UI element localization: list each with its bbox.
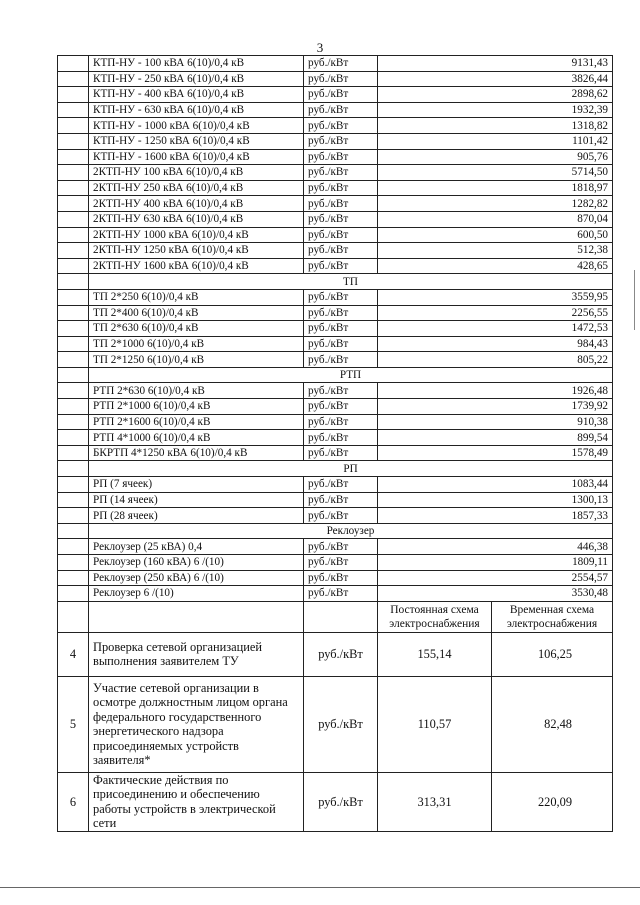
row-number-cell — [58, 352, 89, 368]
table-row — [58, 71, 613, 87]
scan-edge-mark — [634, 270, 635, 330]
item-name: КТП-НУ - 400 кВА 6(10)/0,4 кВ — [89, 87, 304, 103]
item-name: КТП-НУ - 1000 кВА 6(10)/0,4 кВ — [89, 118, 304, 134]
row-number-cell — [58, 383, 89, 399]
row-number-cell — [58, 71, 89, 87]
table-row — [58, 227, 613, 243]
table-row — [58, 258, 613, 274]
scan-edge-line — [0, 887, 640, 888]
item-name: ТП 2*1250 6(10)/0,4 кВ — [89, 352, 304, 368]
table-row — [58, 149, 613, 165]
row-number-cell — [58, 211, 89, 227]
row-number-cell — [58, 180, 89, 196]
unit-cell: руб./кВт — [304, 772, 378, 831]
row-number-cell — [58, 102, 89, 118]
unit-cell: руб./кВт — [304, 87, 378, 103]
row-number-cell — [58, 118, 89, 134]
column-header-row — [58, 601, 613, 632]
item-name: БКРТП 4*1250 кВА 6(10)/0,4 кВ — [89, 445, 304, 461]
price-value: 446,38 — [378, 539, 613, 555]
section-title: РТП — [89, 367, 613, 383]
row-number-cell — [58, 430, 89, 446]
item-name: Реклоузер 6 /(10) — [89, 586, 304, 602]
page-number: 3 — [316, 40, 324, 55]
row-number-cell — [58, 165, 89, 181]
section-row — [58, 523, 613, 539]
price-value: 5714,50 — [378, 165, 613, 181]
empty-cell — [58, 601, 89, 632]
table-row — [58, 56, 613, 72]
unit-cell: руб./кВт — [304, 508, 378, 524]
unit-cell: руб./кВт — [304, 477, 378, 493]
table-row — [58, 508, 613, 524]
item-name: 2КТП-НУ 100 кВА 6(10)/0,4 кВ — [89, 165, 304, 181]
item-name: 2КТП-НУ 630 кВА 6(10)/0,4 кВ — [89, 211, 304, 227]
item-name: 2КТП-НУ 1250 кВА 6(10)/0,4 кВ — [89, 243, 304, 259]
price-value: 1101,42 — [378, 133, 613, 149]
price-value: 1932,39 — [378, 102, 613, 118]
price-value: 984,43 — [378, 336, 613, 352]
table-row — [58, 243, 613, 259]
row-number-cell — [58, 321, 89, 337]
unit-cell: руб./кВт — [304, 336, 378, 352]
tariff-table — [57, 55, 613, 832]
row-number-cell — [58, 274, 89, 290]
item-name: РП (7 ячеек) — [89, 477, 304, 493]
item-name: Реклоузер (160 кВА) 6 /(10) — [89, 555, 304, 571]
table-row — [58, 102, 613, 118]
item-name: 2КТП-НУ 400 кВА 6(10)/0,4 кВ — [89, 196, 304, 212]
item-name: КТП-НУ - 1250 кВА 6(10)/0,4 кВ — [89, 133, 304, 149]
price-value: 1578,49 — [378, 445, 613, 461]
section-title: РП — [89, 461, 613, 477]
unit-cell: руб./кВт — [304, 445, 378, 461]
permanent-value: 155,14 — [378, 632, 492, 676]
row-number-cell — [58, 414, 89, 430]
price-value: 1818,97 — [378, 180, 613, 196]
service-row — [58, 632, 613, 676]
table-row — [58, 352, 613, 368]
table-row — [58, 383, 613, 399]
price-value: 9131,43 — [378, 56, 613, 72]
item-name: РТП 2*630 6(10)/0,4 кВ — [89, 383, 304, 399]
price-value: 870,04 — [378, 211, 613, 227]
section-title: Реклоузер — [89, 523, 613, 539]
price-value: 899,54 — [378, 430, 613, 446]
table-row — [58, 118, 613, 134]
table-row — [58, 477, 613, 493]
row-number-cell — [58, 56, 89, 72]
item-name: ТП 2*250 6(10)/0,4 кВ — [89, 289, 304, 305]
empty-cell — [304, 601, 378, 632]
price-value: 905,76 — [378, 149, 613, 165]
unit-cell: руб./кВт — [304, 492, 378, 508]
row-number: 6 — [58, 772, 89, 831]
table-row — [58, 555, 613, 571]
empty-cell — [89, 601, 304, 632]
price-value: 1300,13 — [378, 492, 613, 508]
row-number: 4 — [58, 632, 89, 676]
row-number-cell — [58, 305, 89, 321]
unit-cell: руб./кВт — [304, 71, 378, 87]
section-title: ТП — [89, 274, 613, 290]
item-name: ТП 2*400 6(10)/0,4 кВ — [89, 305, 304, 321]
section-row — [58, 461, 613, 477]
item-name: РП (14 ячеек) — [89, 492, 304, 508]
temporary-value: 220,09 — [492, 772, 613, 831]
row-number-cell — [58, 133, 89, 149]
table-row — [58, 414, 613, 430]
header-temporary: Временная схема электроснабжения — [492, 601, 613, 632]
table-row — [58, 586, 613, 602]
unit-cell: руб./кВт — [304, 289, 378, 305]
unit-cell: руб./кВт — [304, 165, 378, 181]
price-value: 1083,44 — [378, 477, 613, 493]
item-name: РП (28 ячеек) — [89, 508, 304, 524]
unit-cell: руб./кВт — [304, 258, 378, 274]
row-number-cell — [58, 367, 89, 383]
row-number-cell — [58, 87, 89, 103]
item-name: КТП-НУ - 630 кВА 6(10)/0,4 кВ — [89, 102, 304, 118]
unit-cell: руб./кВт — [304, 118, 378, 134]
price-value: 3826,44 — [378, 71, 613, 87]
row-number-cell — [58, 477, 89, 493]
unit-cell: руб./кВт — [304, 539, 378, 555]
price-value: 1282,82 — [378, 196, 613, 212]
row-number-cell — [58, 243, 89, 259]
row-number-cell — [58, 523, 89, 539]
unit-cell: руб./кВт — [304, 133, 378, 149]
item-name: ТП 2*630 6(10)/0,4 кВ — [89, 321, 304, 337]
price-value: 805,22 — [378, 352, 613, 368]
price-value: 1472,53 — [378, 321, 613, 337]
row-number-cell — [58, 555, 89, 571]
row-number-cell — [58, 289, 89, 305]
table-row — [58, 399, 613, 415]
unit-cell: руб./кВт — [304, 56, 378, 72]
item-name: 2КТП-НУ 1000 кВА 6(10)/0,4 кВ — [89, 227, 304, 243]
table-row — [58, 211, 613, 227]
row-number-cell — [58, 258, 89, 274]
unit-cell: руб./кВт — [304, 586, 378, 602]
section-row — [58, 367, 613, 383]
unit-cell: руб./кВт — [304, 196, 378, 212]
row-number-cell — [58, 492, 89, 508]
unit-cell: руб./кВт — [304, 414, 378, 430]
unit-cell: руб./кВт — [304, 632, 378, 676]
price-value: 2256,55 — [378, 305, 613, 321]
price-value: 1318,82 — [378, 118, 613, 134]
item-name: Реклоузер (25 кВА) 0,4 — [89, 539, 304, 555]
row-number-cell — [58, 461, 89, 477]
permanent-value: 110,57 — [378, 676, 492, 772]
price-value: 600,50 — [378, 227, 613, 243]
unit-cell: руб./кВт — [304, 305, 378, 321]
row-number-cell — [58, 149, 89, 165]
item-name: КТП-НУ - 250 кВА 6(10)/0,4 кВ — [89, 71, 304, 87]
row-number-cell — [58, 508, 89, 524]
unit-cell: руб./кВт — [304, 227, 378, 243]
unit-cell: руб./кВт — [304, 102, 378, 118]
row-number-cell — [58, 196, 89, 212]
service-row — [58, 676, 613, 772]
unit-cell: руб./кВт — [304, 555, 378, 571]
item-name: 2КТП-НУ 1600 кВА 6(10)/0,4 кВ — [89, 258, 304, 274]
price-value: 3530,48 — [378, 586, 613, 602]
temporary-value: 106,25 — [492, 632, 613, 676]
table-row — [58, 445, 613, 461]
item-name: КТП-НУ - 100 кВА 6(10)/0,4 кВ — [89, 56, 304, 72]
row-number-cell — [58, 445, 89, 461]
price-value: 3559,95 — [378, 289, 613, 305]
table-row — [58, 196, 613, 212]
table-row — [58, 336, 613, 352]
price-value: 1926,48 — [378, 383, 613, 399]
service-description: Фактические действия по присоединению и обеспечению работы устройств в электрической сети — [89, 772, 304, 831]
table-row — [58, 539, 613, 555]
table-row — [58, 305, 613, 321]
permanent-value: 313,31 — [378, 772, 492, 831]
price-value: 428,65 — [378, 258, 613, 274]
unit-cell: руб./кВт — [304, 430, 378, 446]
section-row — [58, 274, 613, 290]
table-row — [58, 289, 613, 305]
unit-cell: руб./кВт — [304, 243, 378, 259]
row-number-cell — [58, 586, 89, 602]
tariff-table-body — [58, 56, 613, 832]
unit-cell: руб./кВт — [304, 180, 378, 196]
row-number-cell — [58, 336, 89, 352]
row-number-cell — [58, 227, 89, 243]
table-row — [58, 492, 613, 508]
price-value: 2898,62 — [378, 87, 613, 103]
unit-cell: руб./кВт — [304, 352, 378, 368]
table-row — [58, 165, 613, 181]
unit-cell: руб./кВт — [304, 383, 378, 399]
table-row — [58, 133, 613, 149]
header-permanent: Постоянная схема электроснабжения — [378, 601, 492, 632]
table-row — [58, 87, 613, 103]
row-number-cell — [58, 399, 89, 415]
price-value: 910,38 — [378, 414, 613, 430]
table-row — [58, 570, 613, 586]
unit-cell: руб./кВт — [304, 399, 378, 415]
table-row — [58, 430, 613, 446]
price-value: 2554,57 — [378, 570, 613, 586]
unit-cell: руб./кВт — [304, 676, 378, 772]
price-value: 1739,92 — [378, 399, 613, 415]
row-number-cell — [58, 570, 89, 586]
item-name: РТП 2*1600 6(10)/0,4 кВ — [89, 414, 304, 430]
row-number: 5 — [58, 676, 89, 772]
item-name: РТП 2*1000 6(10)/0,4 кВ — [89, 399, 304, 415]
price-value: 1809,11 — [378, 555, 613, 571]
item-name: РТП 4*1000 6(10)/0,4 кВ — [89, 430, 304, 446]
table-row — [58, 321, 613, 337]
item-name: КТП-НУ - 1600 кВА 6(10)/0,4 кВ — [89, 149, 304, 165]
service-description: Участие сетевой организации в осмотре должностным лицом органа федерального государственного энергетического надзора присоединяемых устройств заявителя* — [89, 676, 304, 772]
price-value: 512,38 — [378, 243, 613, 259]
service-row — [58, 772, 613, 831]
table-row — [58, 180, 613, 196]
row-number-cell — [58, 539, 89, 555]
service-description: Проверка сетевой организацией выполнения заявителем ТУ — [89, 632, 304, 676]
item-name: Реклоузер (250 кВА) 6 /(10) — [89, 570, 304, 586]
item-name: ТП 2*1000 6(10)/0,4 кВ — [89, 336, 304, 352]
unit-cell: руб./кВт — [304, 570, 378, 586]
price-value: 1857,33 — [378, 508, 613, 524]
item-name: 2КТП-НУ 250 кВА 6(10)/0,4 кВ — [89, 180, 304, 196]
unit-cell: руб./кВт — [304, 321, 378, 337]
temporary-value: 82,48 — [492, 676, 613, 772]
unit-cell: руб./кВт — [304, 211, 378, 227]
unit-cell: руб./кВт — [304, 149, 378, 165]
